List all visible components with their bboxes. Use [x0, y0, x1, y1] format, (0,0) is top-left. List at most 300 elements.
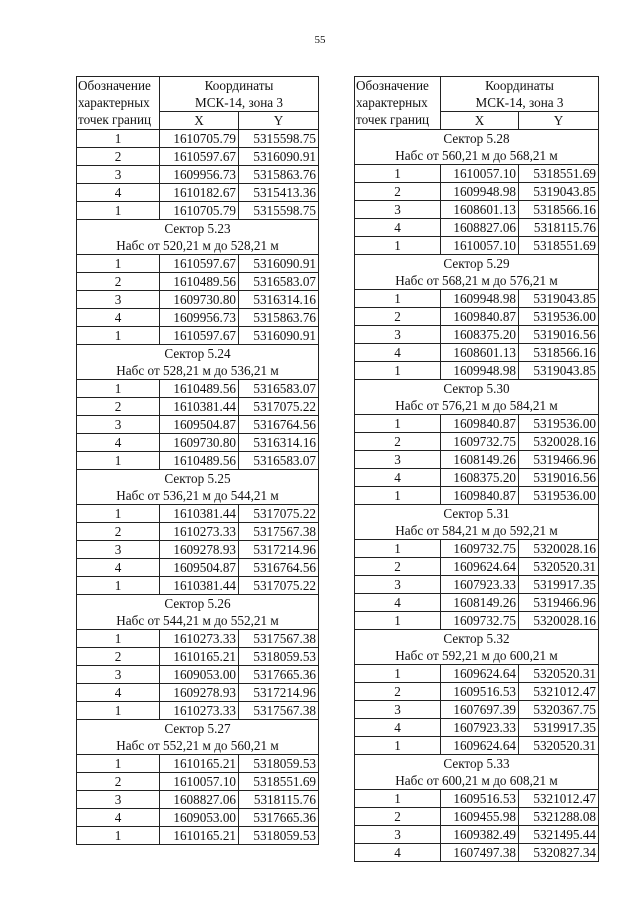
- sector-title: Сектор 5.24: [77, 345, 319, 363]
- x-coordinate-cell: 1610273.33: [160, 630, 239, 648]
- sector-range-row: [77, 487, 319, 505]
- x-coordinate-cell: 1610381.44: [160, 577, 239, 595]
- x-coordinate-cell: 1609053.00: [160, 666, 239, 684]
- table-row: [77, 130, 319, 148]
- x-column-header: X: [441, 112, 519, 130]
- point-number-cell: 2: [355, 308, 441, 326]
- table-row: [77, 505, 319, 523]
- sector-title: Сектор 5.28: [355, 130, 599, 148]
- y-coordinate-cell: 5319917.35: [519, 719, 599, 737]
- y-coordinate-cell: 5319536.00: [519, 415, 599, 433]
- y-coordinate-cell: 5319466.96: [519, 451, 599, 469]
- point-number-cell: 1: [77, 827, 160, 845]
- y-coordinate-cell: 5318059.53: [239, 648, 319, 666]
- y-coordinate-cell: 5319466.96: [519, 594, 599, 612]
- coordinates-header: [160, 77, 319, 112]
- y-coordinate-cell: 5319016.56: [519, 469, 599, 487]
- x-coordinate-cell: 1608149.26: [441, 594, 519, 612]
- point-number-cell: 4: [77, 309, 160, 327]
- sector-title: Сектор 5.27: [77, 720, 319, 738]
- coordinates-header: [441, 77, 599, 112]
- x-coordinate-cell: 1610057.10: [441, 237, 519, 255]
- y-coordinate-cell: 5315598.75: [239, 130, 319, 148]
- x-coordinate-cell: 1609455.98: [441, 808, 519, 826]
- y-coordinate-cell: 5316583.07: [239, 380, 319, 398]
- y-coordinate-cell: 5319536.00: [519, 308, 599, 326]
- y-coordinate-cell: 5319043.85: [519, 290, 599, 308]
- table-row: [77, 809, 319, 827]
- sector-title-row: [355, 130, 599, 148]
- sector-title-row: [77, 595, 319, 613]
- table-row: [77, 577, 319, 595]
- table-row: [355, 826, 599, 844]
- y-coordinate-cell: 5320028.16: [519, 433, 599, 451]
- y-coordinate-cell: 5318551.69: [239, 773, 319, 791]
- x-coordinate-cell: 1609730.80: [160, 291, 239, 309]
- y-coordinate-cell: 5318115.76: [239, 791, 319, 809]
- table-row: [355, 290, 599, 308]
- table-row: [77, 184, 319, 202]
- point-number-cell: 2: [355, 433, 441, 451]
- x-coordinate-cell: 1610273.33: [160, 523, 239, 541]
- point-number-cell: 1: [77, 130, 160, 148]
- x-coordinate-cell: 1610489.56: [160, 380, 239, 398]
- sector-title: Сектор 5.29: [355, 255, 599, 273]
- table-row: [77, 398, 319, 416]
- sector-title-row: [355, 255, 599, 273]
- table-row: [77, 791, 319, 809]
- point-number-cell: 2: [355, 808, 441, 826]
- point-designation-header: [77, 77, 160, 130]
- point-number-cell: 3: [77, 291, 160, 309]
- table-row: [77, 827, 319, 845]
- y-coordinate-cell: 5316764.56: [239, 416, 319, 434]
- x-coordinate-cell: 1610597.67: [160, 255, 239, 273]
- x-coordinate-cell: 1608601.13: [441, 344, 519, 362]
- header-coords-line: МСК-14, зона 3: [194, 95, 284, 110]
- y-coordinate-cell: 5317075.22: [239, 398, 319, 416]
- y-coordinate-cell: 5315863.76: [239, 166, 319, 184]
- header-label-line: характерных: [78, 95, 150, 110]
- table-row: [77, 309, 319, 327]
- x-coordinate-cell: 1609732.75: [441, 612, 519, 630]
- y-coordinate-cell: 5318115.76: [519, 219, 599, 237]
- x-coordinate-cell: 1609956.73: [160, 309, 239, 327]
- x-coordinate-cell: 1610381.44: [160, 398, 239, 416]
- point-number-cell: 1: [77, 380, 160, 398]
- table-row: [355, 362, 599, 380]
- sector-title-row: [77, 345, 319, 363]
- y-coordinate-cell: 5321495.44: [519, 826, 599, 844]
- sector-range: Набс от 544,21 м до 552,21 м: [77, 612, 319, 630]
- table-row: [77, 630, 319, 648]
- coordinates-table-body: [77, 77, 319, 845]
- y-coordinate-cell: 5316583.07: [239, 452, 319, 470]
- point-number-cell: 3: [355, 576, 441, 594]
- header-coords-line: Координаты: [485, 78, 554, 93]
- y-coordinate-cell: 5318551.69: [519, 237, 599, 255]
- x-coordinate-cell: 1609840.87: [441, 415, 519, 433]
- y-coordinate-cell: 5319536.00: [519, 487, 599, 505]
- point-designation-header: [355, 77, 441, 130]
- table-row: [77, 452, 319, 470]
- x-coordinate-cell: 1610165.21: [160, 755, 239, 773]
- table-row: [77, 327, 319, 345]
- y-coordinate-cell: 5317075.22: [239, 505, 319, 523]
- y-coordinate-cell: 5316090.91: [239, 148, 319, 166]
- x-coordinate-cell: 1610057.10: [160, 773, 239, 791]
- point-number-cell: 4: [355, 469, 441, 487]
- point-number-cell: 1: [77, 630, 160, 648]
- table-row: [355, 469, 599, 487]
- table-row: [355, 719, 599, 737]
- sector-range-row: [355, 272, 599, 290]
- table-row: [355, 183, 599, 201]
- y-coordinate-cell: 5316583.07: [239, 273, 319, 291]
- table-row: [355, 326, 599, 344]
- x-coordinate-cell: 1608827.06: [441, 219, 519, 237]
- x-coordinate-cell: 1609382.49: [441, 826, 519, 844]
- y-coordinate-cell: 5315598.75: [239, 202, 319, 220]
- table-row: [77, 202, 319, 220]
- sector-range: Набс от 560,21 м до 568,21 м: [355, 147, 599, 165]
- x-coordinate-cell: 1609732.75: [441, 540, 519, 558]
- sector-range: Набс от 528,21 м до 536,21 м: [77, 362, 319, 380]
- table-row: [355, 433, 599, 451]
- x-coordinate-cell: 1610381.44: [160, 505, 239, 523]
- y-coordinate-cell: 5316090.91: [239, 255, 319, 273]
- point-number-cell: 1: [355, 487, 441, 505]
- coordinates-table-body: [355, 77, 599, 862]
- x-coordinate-cell: 1607923.33: [441, 719, 519, 737]
- x-coordinate-cell: 1609516.53: [441, 683, 519, 701]
- x-coordinate-cell: 1609956.73: [160, 166, 239, 184]
- table-row: [77, 666, 319, 684]
- sector-range-row: [77, 237, 319, 255]
- point-number-cell: 4: [77, 684, 160, 702]
- x-coordinate-cell: 1609504.87: [160, 559, 239, 577]
- point-number-cell: 1: [77, 755, 160, 773]
- x-coordinate-cell: 1609624.64: [441, 665, 519, 683]
- table-row: [355, 701, 599, 719]
- sector-title-row: [77, 220, 319, 238]
- table-row: [355, 415, 599, 433]
- x-coordinate-cell: 1609840.87: [441, 487, 519, 505]
- y-coordinate-cell: 5317567.38: [239, 702, 319, 720]
- y-coordinate-cell: 5316314.16: [239, 434, 319, 452]
- y-coordinate-cell: 5318566.16: [519, 201, 599, 219]
- y-coordinate-cell: 5319043.85: [519, 362, 599, 380]
- x-coordinate-cell: 1609732.75: [441, 433, 519, 451]
- sector-range-row: [77, 612, 319, 630]
- point-number-cell: 4: [77, 559, 160, 577]
- y-coordinate-cell: 5316314.16: [239, 291, 319, 309]
- sector-title-row: [355, 505, 599, 523]
- x-coordinate-cell: 1610705.79: [160, 202, 239, 220]
- y-coordinate-cell: 5320367.75: [519, 701, 599, 719]
- table-row: [355, 612, 599, 630]
- x-coordinate-cell: 1610165.21: [160, 827, 239, 845]
- y-coordinate-cell: 5318566.16: [519, 344, 599, 362]
- header-label-line: точек границ: [356, 112, 430, 127]
- x-coordinate-cell: 1608375.20: [441, 469, 519, 487]
- point-number-cell: 4: [355, 594, 441, 612]
- point-number-cell: 1: [355, 540, 441, 558]
- sector-range: Набс от 568,21 м до 576,21 м: [355, 272, 599, 290]
- header-label-line: характерных: [356, 95, 428, 110]
- x-coordinate-cell: 1608149.26: [441, 451, 519, 469]
- point-number-cell: 1: [77, 702, 160, 720]
- sector-title: Сектор 5.32: [355, 630, 599, 648]
- point-number-cell: 2: [77, 398, 160, 416]
- table-row: [355, 308, 599, 326]
- sector-title: Сектор 5.25: [77, 470, 319, 488]
- y-coordinate-cell: 5320520.31: [519, 665, 599, 683]
- point-number-cell: 4: [355, 344, 441, 362]
- y-coordinate-cell: 5318551.69: [519, 165, 599, 183]
- x-coordinate-cell: 1610489.56: [160, 273, 239, 291]
- x-coordinate-cell: 1610597.67: [160, 148, 239, 166]
- sector-title-row: [77, 720, 319, 738]
- table-row: [77, 648, 319, 666]
- sector-range: Набс от 600,21 м до 608,21 м: [355, 772, 599, 790]
- point-number-cell: 4: [77, 434, 160, 452]
- table-row: [77, 380, 319, 398]
- table-row: [77, 434, 319, 452]
- point-number-cell: 3: [355, 326, 441, 344]
- point-number-cell: 4: [77, 809, 160, 827]
- y-coordinate-cell: 5320028.16: [519, 612, 599, 630]
- point-number-cell: 2: [77, 148, 160, 166]
- x-coordinate-cell: 1610273.33: [160, 702, 239, 720]
- sector-range: Набс от 576,21 м до 584,21 м: [355, 397, 599, 415]
- sector-title: Сектор 5.30: [355, 380, 599, 398]
- y-coordinate-cell: 5315863.76: [239, 309, 319, 327]
- x-coordinate-cell: 1609504.87: [160, 416, 239, 434]
- point-number-cell: 1: [77, 255, 160, 273]
- y-coordinate-cell: 5320028.16: [519, 540, 599, 558]
- point-number-cell: 1: [355, 237, 441, 255]
- point-number-cell: 1: [355, 612, 441, 630]
- y-coordinate-cell: 5318059.53: [239, 755, 319, 773]
- table-row: [77, 148, 319, 166]
- x-coordinate-cell: 1609624.64: [441, 737, 519, 755]
- table-row: [77, 541, 319, 559]
- table-row: [77, 523, 319, 541]
- x-coordinate-cell: 1609948.98: [441, 290, 519, 308]
- table-row: [77, 255, 319, 273]
- header-coords-line: МСК-14, зона 3: [475, 95, 564, 110]
- point-number-cell: 2: [77, 648, 160, 666]
- table-row: [355, 219, 599, 237]
- x-coordinate-cell: 1610705.79: [160, 130, 239, 148]
- sector-title: Сектор 5.26: [77, 595, 319, 613]
- x-coordinate-cell: 1609278.93: [160, 541, 239, 559]
- point-number-cell: 3: [77, 541, 160, 559]
- point-number-cell: 2: [77, 773, 160, 791]
- point-number-cell: 4: [355, 719, 441, 737]
- table-row: [355, 594, 599, 612]
- point-number-cell: 1: [355, 362, 441, 380]
- table-row: [77, 684, 319, 702]
- x-coordinate-cell: 1607923.33: [441, 576, 519, 594]
- point-number-cell: 4: [355, 844, 441, 862]
- x-coordinate-cell: 1608601.13: [441, 201, 519, 219]
- x-coordinate-cell: 1609948.98: [441, 183, 519, 201]
- point-number-cell: 1: [77, 327, 160, 345]
- sector-range-row: [355, 647, 599, 665]
- table-row: [355, 665, 599, 683]
- x-coordinate-cell: 1609624.64: [441, 558, 519, 576]
- table-row: [355, 201, 599, 219]
- y-coordinate-cell: 5316090.91: [239, 327, 319, 345]
- sector-title: Сектор 5.23: [77, 220, 319, 238]
- y-coordinate-cell: 5317665.36: [239, 666, 319, 684]
- y-coordinate-cell: 5321012.47: [519, 790, 599, 808]
- y-coordinate-cell: 5317567.38: [239, 523, 319, 541]
- point-number-cell: 2: [355, 683, 441, 701]
- point-number-cell: 1: [355, 415, 441, 433]
- point-number-cell: 1: [355, 290, 441, 308]
- y-coordinate-cell: 5317665.36: [239, 809, 319, 827]
- y-coordinate-cell: 5315413.36: [239, 184, 319, 202]
- coordinates-table-right: [354, 76, 599, 862]
- point-number-cell: 3: [77, 416, 160, 434]
- sector-title: Сектор 5.31: [355, 505, 599, 523]
- x-coordinate-cell: 1610489.56: [160, 452, 239, 470]
- table-row: [355, 790, 599, 808]
- table-row: [77, 416, 319, 434]
- table-row: [77, 559, 319, 577]
- sector-title-row: [355, 630, 599, 648]
- y-coordinate-cell: 5317567.38: [239, 630, 319, 648]
- sector-range: Набс от 584,21 м до 592,21 м: [355, 522, 599, 540]
- table-row: [355, 451, 599, 469]
- sector-title-row: [77, 470, 319, 488]
- table-row: [355, 576, 599, 594]
- table-row: [355, 487, 599, 505]
- sector-range-row: [355, 397, 599, 415]
- x-coordinate-cell: 1609053.00: [160, 809, 239, 827]
- y-coordinate-cell: 5320520.31: [519, 558, 599, 576]
- x-coordinate-cell: 1607497.38: [441, 844, 519, 862]
- page-number: 55: [314, 34, 326, 46]
- table-row: [77, 702, 319, 720]
- sector-range-row: [355, 147, 599, 165]
- x-coordinate-cell: 1607697.39: [441, 701, 519, 719]
- point-number-cell: 1: [77, 452, 160, 470]
- x-column-header: X: [160, 112, 239, 130]
- table-row: [77, 291, 319, 309]
- header-coords-line: Координаты: [204, 78, 274, 93]
- point-number-cell: 3: [355, 701, 441, 719]
- table-row: [77, 773, 319, 791]
- sector-range: Набс от 552,21 м до 560,21 м: [77, 737, 319, 755]
- x-coordinate-cell: 1608375.20: [441, 326, 519, 344]
- point-number-cell: 3: [355, 451, 441, 469]
- header-label-line: Обозначение: [78, 78, 151, 93]
- header-label-line: точек границ: [78, 112, 152, 127]
- y-coordinate-cell: 5319043.85: [519, 183, 599, 201]
- table-row: [77, 755, 319, 773]
- y-coordinate-cell: 5319016.56: [519, 326, 599, 344]
- x-coordinate-cell: 1609840.87: [441, 308, 519, 326]
- point-number-cell: 1: [355, 165, 441, 183]
- sector-range-row: [77, 737, 319, 755]
- table-row: [355, 844, 599, 862]
- x-coordinate-cell: 1610182.67: [160, 184, 239, 202]
- y-coordinate-cell: 5321012.47: [519, 683, 599, 701]
- sector-range: Набс от 520,21 м до 528,21 м: [77, 237, 319, 255]
- point-number-cell: 4: [355, 219, 441, 237]
- x-coordinate-cell: 1609730.80: [160, 434, 239, 452]
- sector-title: Сектор 5.33: [355, 755, 599, 773]
- point-number-cell: 2: [77, 273, 160, 291]
- point-number-cell: 2: [77, 523, 160, 541]
- y-coordinate-cell: 5320827.34: [519, 844, 599, 862]
- table-row: [77, 273, 319, 291]
- point-number-cell: 1: [355, 737, 441, 755]
- x-coordinate-cell: 1610597.67: [160, 327, 239, 345]
- x-coordinate-cell: 1609948.98: [441, 362, 519, 380]
- point-number-cell: 3: [77, 166, 160, 184]
- table-row: [355, 808, 599, 826]
- point-number-cell: 1: [355, 665, 441, 683]
- table-row: [355, 165, 599, 183]
- point-number-cell: 1: [77, 505, 160, 523]
- point-number-cell: 1: [355, 790, 441, 808]
- sector-range-row: [77, 362, 319, 380]
- y-coordinate-cell: 5317214.96: [239, 684, 319, 702]
- x-coordinate-cell: 1609516.53: [441, 790, 519, 808]
- table-row: [77, 166, 319, 184]
- y-coordinate-cell: 5317214.96: [239, 541, 319, 559]
- sector-title-row: [355, 755, 599, 773]
- x-coordinate-cell: 1608827.06: [160, 791, 239, 809]
- y-coordinate-cell: 5316764.56: [239, 559, 319, 577]
- point-number-cell: 3: [77, 666, 160, 684]
- point-number-cell: 1: [77, 202, 160, 220]
- x-coordinate-cell: 1609278.93: [160, 684, 239, 702]
- y-column-header: Y: [519, 112, 599, 130]
- table-row: [355, 683, 599, 701]
- table-row: [355, 540, 599, 558]
- point-number-cell: 3: [355, 826, 441, 844]
- table-row: [355, 558, 599, 576]
- y-coordinate-cell: 5319917.35: [519, 576, 599, 594]
- table-row: [355, 344, 599, 362]
- sector-range: Набс от 536,21 м до 544,21 м: [77, 487, 319, 505]
- point-number-cell: 4: [77, 184, 160, 202]
- sector-range-row: [355, 772, 599, 790]
- x-coordinate-cell: 1610165.21: [160, 648, 239, 666]
- point-number-cell: 3: [77, 791, 160, 809]
- table-row: [355, 237, 599, 255]
- sector-range: Набс от 592,21 м до 600,21 м: [355, 647, 599, 665]
- point-number-cell: 1: [77, 577, 160, 595]
- y-coordinate-cell: 5321288.08: [519, 808, 599, 826]
- x-coordinate-cell: 1610057.10: [441, 165, 519, 183]
- y-coordinate-cell: 5318059.53: [239, 827, 319, 845]
- header-label-line: Обозначение: [356, 78, 429, 93]
- coordinates-table-left: [76, 76, 319, 845]
- point-number-cell: 2: [355, 183, 441, 201]
- y-coordinate-cell: 5320520.31: [519, 737, 599, 755]
- y-column-header: Y: [239, 112, 319, 130]
- sector-title-row: [355, 380, 599, 398]
- point-number-cell: 3: [355, 201, 441, 219]
- table-row: [355, 737, 599, 755]
